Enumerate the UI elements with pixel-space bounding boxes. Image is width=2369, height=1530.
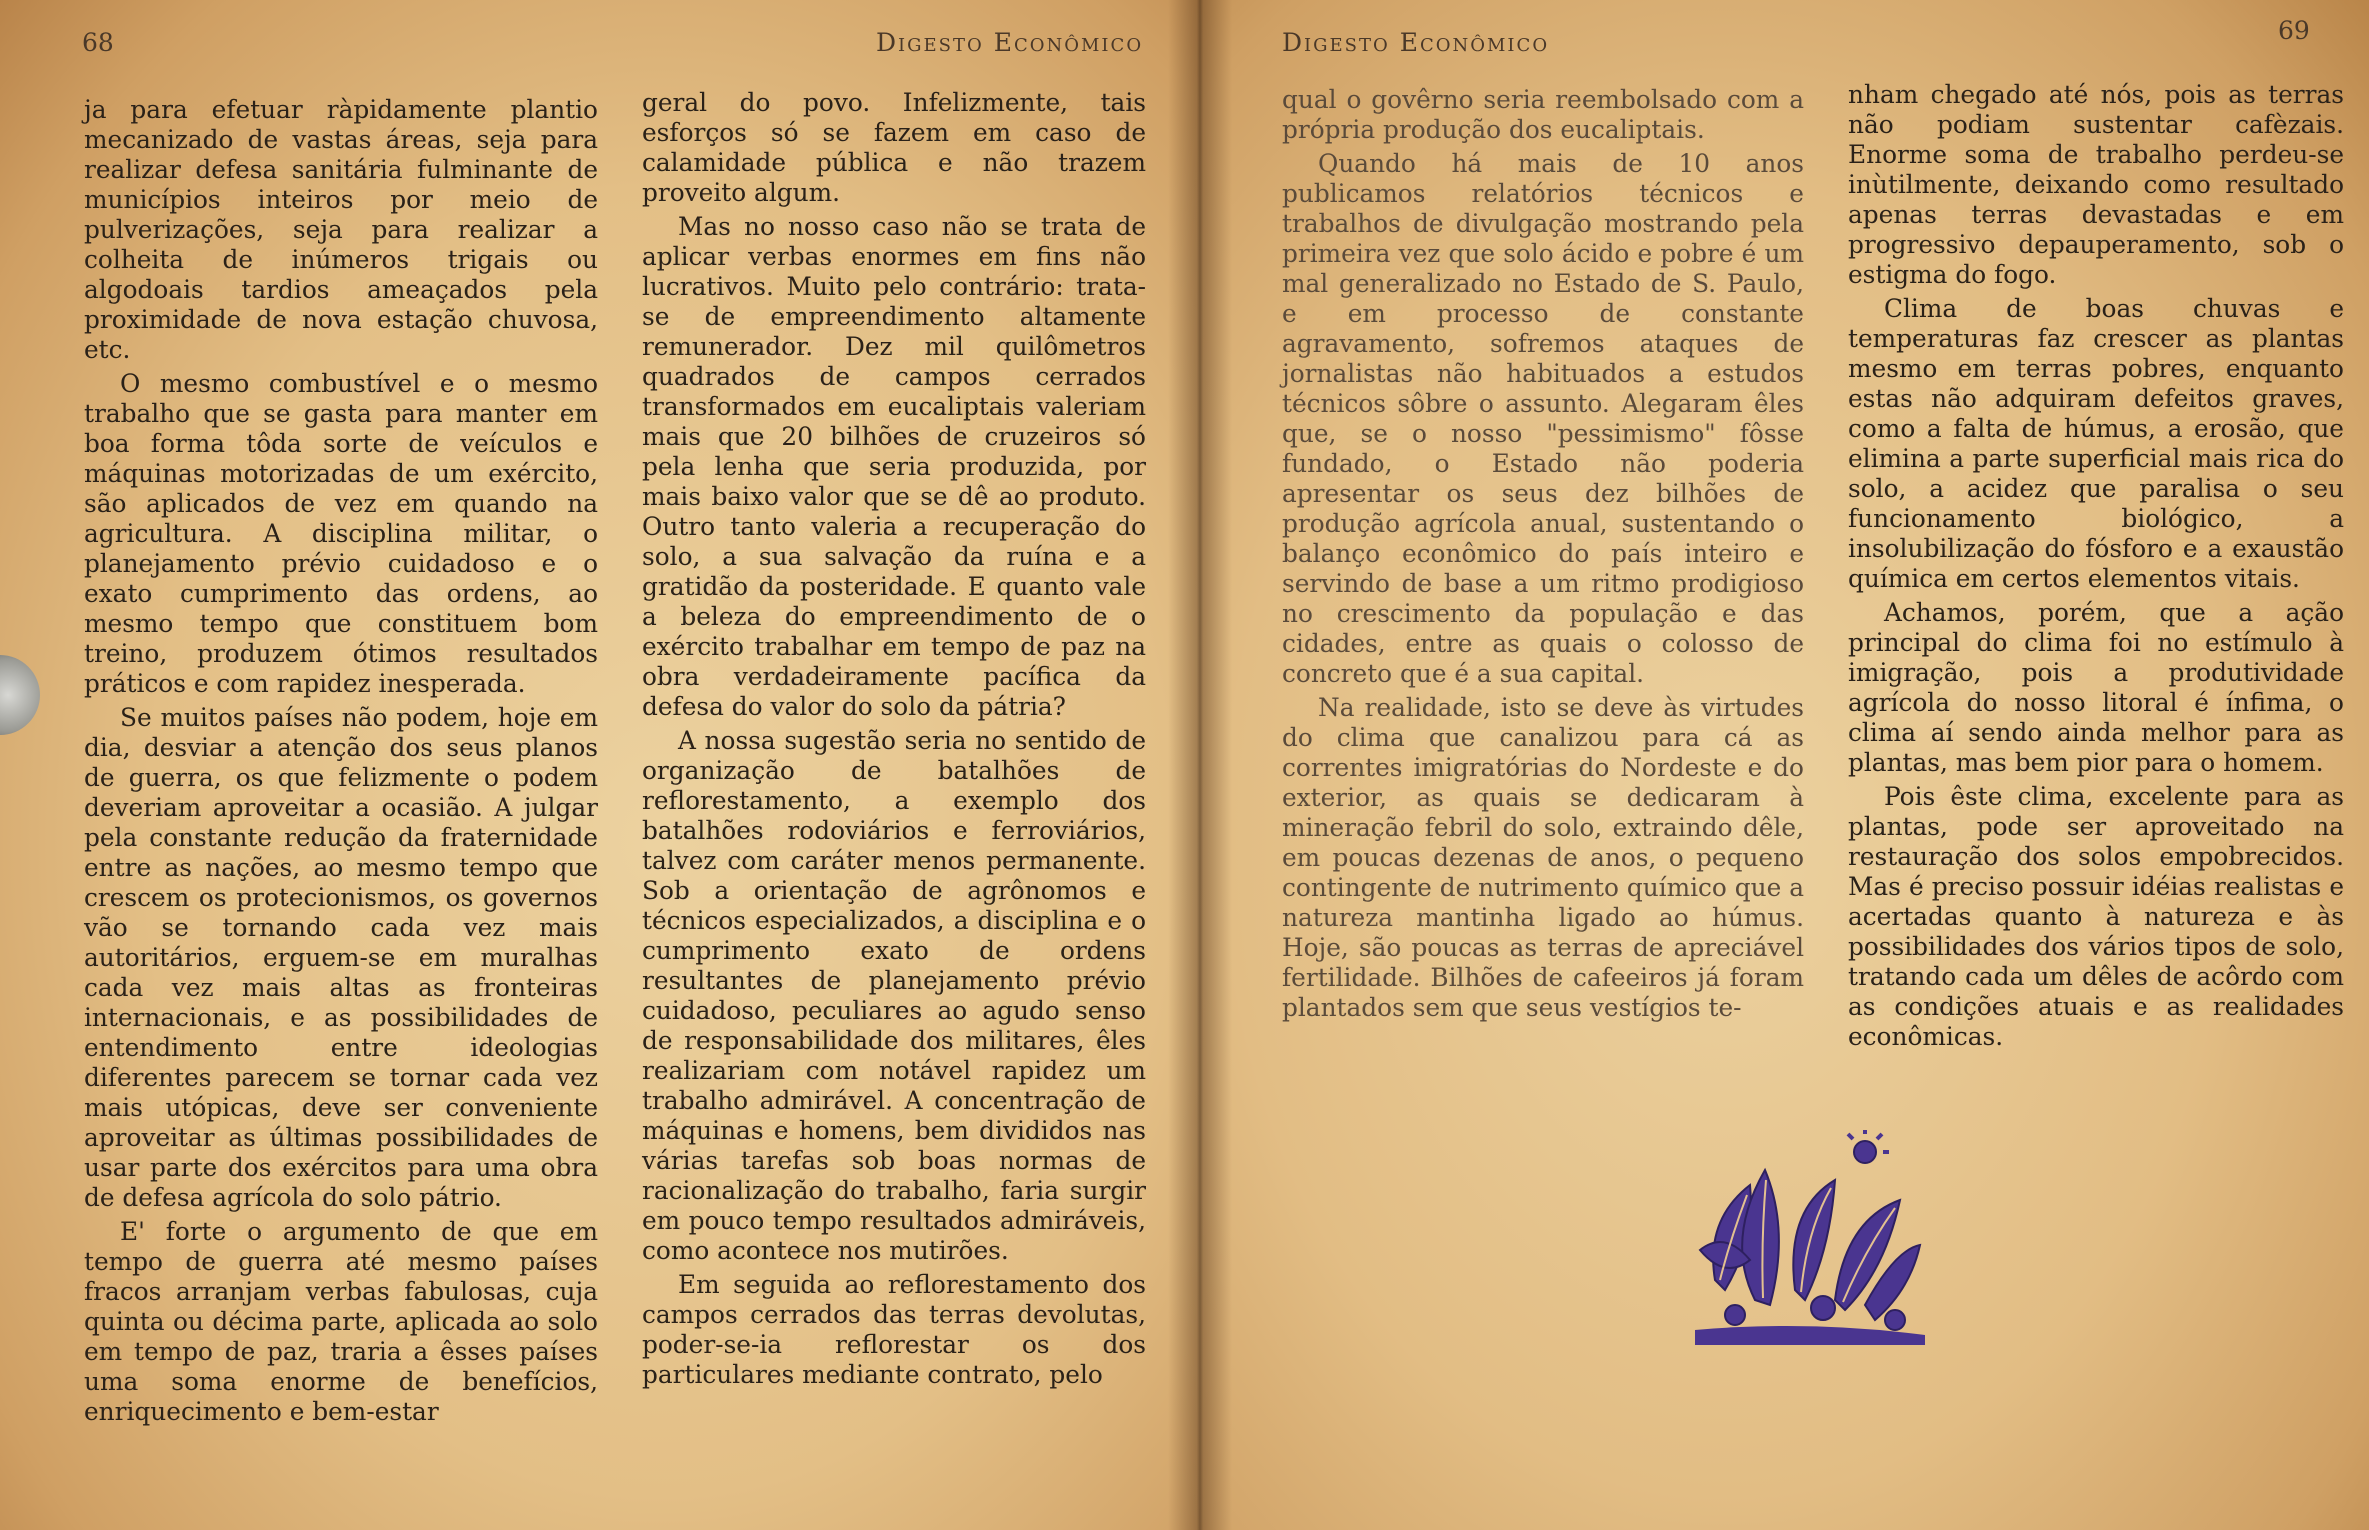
paragraph: A nossa sugestão seria no sentido de organização de batalhões de reflorestamento, a exemplo dos batalhões rodoviários e ferroviários, talvez com caráter menos permanente. Sob a orientação de agrônomos e técnicos especializados, a disciplina e o cumprimento exato de ordens resultantes de planejamento prévio cuidadoso, peculiares ao agudo senso de responsabilidade dos militares, êles realizariam com notável rapidez um trabalho admirável. A concentração de máquinas e homens, bem divididos nas várias tarefas sob boas normas de racionalização do trabalho, faria surgir em pouco tempo resultados admiráveis, como acontece nos mutirões. xyxy=(642,726,1146,1265)
paragraph: Quando há mais de 10 anos publicamos relatórios técnicos e trabalhos de divulgação mostrando pela primeira vez que solo ácido e pobre é um mal generalizado no Estado de S. Paulo, e em processo de constante agravamento, sofremos ataques de jornalistas não habituados a estudos técnicos sôbre o assunto. Alegaram êles que, se o nosso "pessimismo" fôsse fundado, o Estado não poderia apresentar os seus dez bilhões de produção agrícola anual, sustentando o balanço econômico do país inteiro e servindo de base a um ritmo prodigioso no crescimento da população e das cidades, entre as quais o colosso de concreto que é a sua capital. xyxy=(1282,149,1804,688)
page-number-left: 68 xyxy=(82,28,114,57)
running-header-left: Digesto Econômico xyxy=(876,28,1144,57)
running-header-right: Digesto Econômico xyxy=(1282,28,1550,57)
paragraph: Em seguida ao reflorestamento dos campos cerrados das terras devolutas, poder-se-ia reflorestar os dos particulares mediante contrato, pelo xyxy=(642,1270,1146,1389)
paragraph: Se muitos países não podem, hoje em dia, desviar a atenção dos seus planos de guerra, os que felizmente o podem deveriam aproveitar a ocasião. A julgar pela constante redução da fraternidade entre as nações, ao mesmo tempo que crescem os protecionismos, os governos vão se tornando cada vez mais autoritários, erguem-se em muralhas cada vez mais altas as fronteiras internacionais, e as possibilidades de entendimento entre ideologias diferentes parecem se tornar cada vez mais utópicas, deve ser conveniente aproveitar as últimas possibilidades de usar parte dos exércitos para uma obra de defesa agrícola do solo pátrio. xyxy=(84,703,598,1212)
paragraph: Na realidade, isto se deve às virtudes do clima que canalizou para cá as correntes imigratórias do Nordeste e do exterior, as quais se dedicaram à mineração febril do solo, extraindo dêle, em poucas dezenas de anos, o pequeno contingente de nutrimento químico que a natureza mantinha ligado ao húmus. Hoje, são poucas as terras de apreciável fertilidade. Bilhões de cafeeiros já foram plantados sem que seus vestígios te- xyxy=(1282,693,1804,1022)
paragraph: qual o govêrno seria reembolsado com a própria produção dos eucaliptais. xyxy=(1282,85,1804,144)
plant-woodcut-icon xyxy=(1695,1130,1925,1345)
left-column-2 xyxy=(642,88,1146,1390)
coin-edge xyxy=(0,655,40,735)
paragraph: geral do povo. Infelizmente, tais esforços só se fazem em caso de calamidade pública e não trazem proveito algum. xyxy=(642,88,1146,207)
right-column-1 xyxy=(1282,85,1804,1023)
paragraph: Pois êste clima, excelente para as plantas, pode ser aproveitado na restauração dos solos empobrecidos. Mas é preciso possuir idéias realistas e acertadas quanto à natureza e às possibilidades dos vários tipos de solo, tratando cada um dêles de acôrdo com as condições atuais e as realidades econômicas. xyxy=(1848,782,2344,1051)
paragraph: Achamos, porém, que a ação principal do clima foi no estímulo à imigração, pois a produtividade agrícola do nosso litoral é ínfima, o clima aí sendo ainda melhor para as plantas, mas bem pior para o homem. xyxy=(1848,598,2344,777)
page-number-right: 69 xyxy=(2278,16,2310,45)
left-column-1 xyxy=(84,95,598,1427)
paragraph: Clima de boas chuvas e temperaturas faz crescer as plantas mesmo em terras pobres, enquanto estas não adquiram defeitos graves, como a falta de húmus, a erosão, que elimina a parte superficial mais rica do solo, a acidez que paralisa o seu funcionamento biológico, a insolubilização do fósforo e a exaustão química em certos elementos vitais. xyxy=(1848,294,2344,593)
paragraph: E' forte o argumento de que em tempo de guerra até mesmo países fracos arranjam verbas fabulosas, cuja quinta ou décima parte, aplicada ao solo em tempo de paz, traria a êsses países uma soma enorme de benefícios, enriquecimento e bem-estar xyxy=(84,1217,598,1426)
paragraph: nham chegado até nós, pois as terras não podiam sustentar cafèzais. Enorme soma de trabalho perdeu-se inùtilmente, deixando como resultado apenas terras devastadas e em progressivo depauperamento, sob o estigma do fogo. xyxy=(1848,80,2344,289)
paragraph: ja para efetuar ràpidamente plantio mecanizado de vastas áreas, seja para realizar defesa sanitária fulminante de municípios inteiros por meio de pulverizações, seja para realizar a colheita de inúmeros trigais ou algodoais tardios ameaçados pela proximidade de nova estação chuvosa, etc. xyxy=(84,95,598,364)
right-column-2 xyxy=(1848,80,2344,1052)
paragraph: O mesmo combustível e o mesmo trabalho que se gasta para manter em boa forma tôda sorte de veículos e máquinas motorizadas de um exército, são aplicados de vez em quando na agricultura. A disciplina militar, o planejamento prévio cuidadoso e o exato cumprimento das ordens, ao mesmo tempo que constituem bom treino, produzem ótimos resultados práticos e com rapidez inesperada. xyxy=(84,369,598,698)
paragraph: Mas no nosso caso não se trata de aplicar verbas enormes em fins não lucrativos. Muito pelo contrário: trata-se de empreendimento altamente remunerador. Dez mil quilômetros quadrados de campos cerrados transformados em eucaliptais valeriam mais que 20 bilhões de cruzeiros só pela lenha que seria produzida, por mais baixo valor que se dê ao produto. Outro tanto valeria a recuperação do solo, a sua salvação da ruína e a gratidão da posteridade. E quanto vale a beleza do empreendimento de o exército trabalhar em tempo de paz na obra verdadeiramente pacífica da defesa do valor do solo da pátria? xyxy=(642,212,1146,721)
